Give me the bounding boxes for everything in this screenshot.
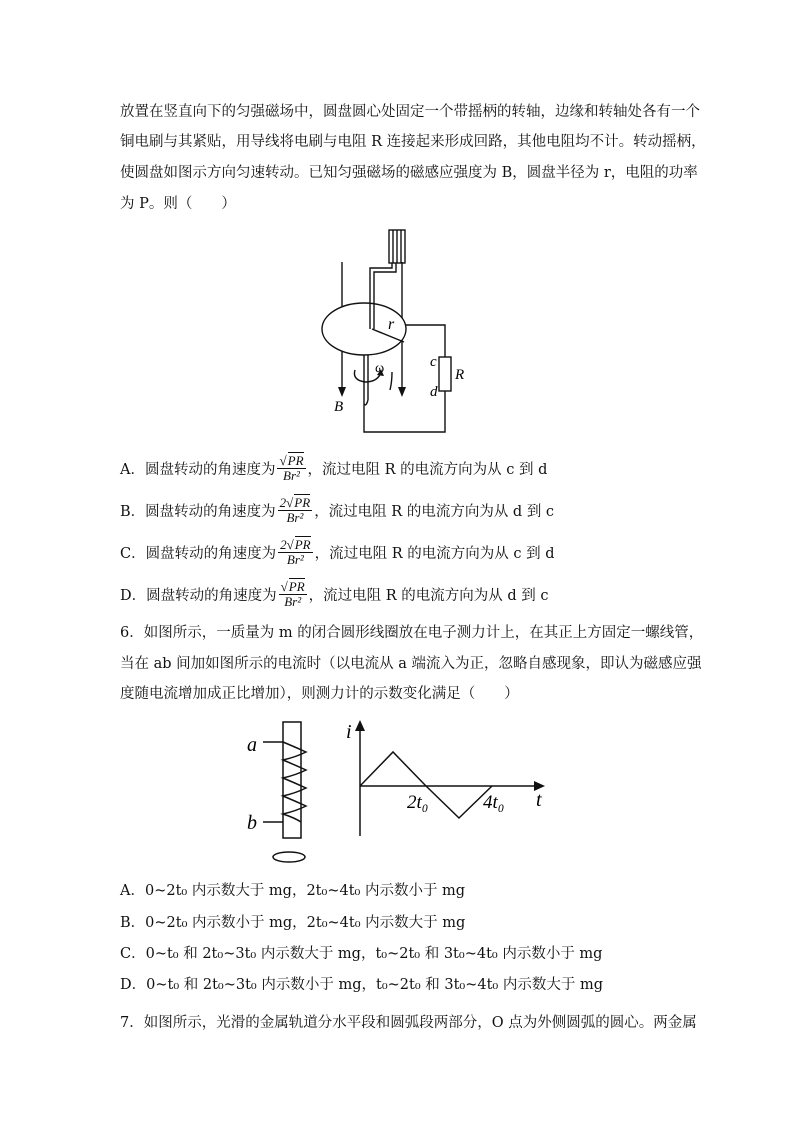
q5-option-d[interactable] — [120, 580, 549, 609]
q5-option-b[interactable] — [120, 496, 554, 525]
disc-generator-figure — [310, 225, 480, 440]
tick-4t0-label: 4t₀ — [483, 792, 505, 813]
option-c-formula: $\frac{2√PR}{\text{Br²}}$ — [280, 537, 311, 567]
option-c-prefix: C．圆盘转动的角速度为 — [120, 546, 277, 562]
option-b-prefix: B．圆盘转动的角速度为 — [120, 504, 276, 520]
option-b-suffix: ，流过电阻 R 的电流方向为从 d 到 c — [314, 504, 555, 520]
formula-numerator: PR — [288, 579, 305, 594]
q6-option-b[interactable]: B．0~2t₀ 内示数小于 mg，2t₀~4t₀ 内示数大于 mg — [120, 915, 466, 931]
solenoid-current-figure — [240, 715, 560, 870]
radius-label: r — [388, 316, 395, 333]
formula-denominator: Br² — [283, 468, 300, 483]
formula-numerator: PR — [287, 453, 304, 468]
formula-denominator: Br² — [286, 552, 304, 567]
q6-option-d[interactable]: D．0~t₀ 和 2t₀~3t₀ 内示数小于 mg，t₀~2t₀ 和 3t₀~4t₀ 内示数大于 mg — [120, 977, 603, 993]
q5-option-a[interactable] — [120, 454, 547, 483]
option-d-prefix: D．圆盘转动的角速度为 — [120, 588, 277, 604]
q5-option-c[interactable] — [120, 538, 555, 567]
option-c-suffix: ，流过电阻 R 的电流方向为从 c 到 d — [314, 546, 555, 562]
q6-option-a[interactable]: A．0~2t₀ 内示数大于 mg，2t₀~4t₀ 内示数小于 mg — [120, 883, 466, 899]
q6-stem-line-1: 6．如图所示，一质量为 m 的闭合圆形线圈放在电子测力计上，在其正上方固定一螺线管， — [120, 625, 704, 641]
formula-numerator: PR — [294, 537, 311, 552]
formula-denominator: Br² — [284, 594, 302, 609]
q5-intro-line-3: 使圆盘如图示方向匀速转动。已知匀强磁场的磁感应强度为 B，圆盘半径为 r，电阻的功率 — [120, 165, 698, 181]
q5-intro-line-2: 铜电刷与其紧贴，用导线将电刷与电阻 R 连接起来形成回路，其他电阻均不计。转动摇柄， — [120, 134, 706, 150]
q5-intro-line-1: 放置在竖直向下的匀强磁场中，圆盘圆心处固定一个带摇柄的转轴，边缘和转轴处各有一个 — [120, 104, 700, 120]
q6-stem-line-3: 度随电流增加成正比增加），则测力计的示数变化满足（ ） — [120, 686, 519, 702]
resistor-label: R — [455, 367, 465, 383]
terminal-b-label: b — [247, 812, 257, 834]
terminal-c-label: c — [430, 354, 437, 370]
option-a-formula: $\frac{√PR}{\text{Br²}}$ — [279, 453, 304, 483]
terminal-d-label: d — [430, 384, 438, 400]
option-b-formula: $\frac{2√PR}{\text{Br²}}$ — [279, 495, 311, 525]
option-d-formula: $\frac{√PR}{\text{Br²}}$ — [280, 579, 305, 609]
formula-coefficient: 2 — [279, 495, 287, 510]
terminal-a-label: a — [247, 734, 257, 756]
option-a-suffix: ，流过电阻 R 的电流方向为从 c 到 d — [307, 462, 548, 478]
omega-label: ω — [375, 361, 385, 376]
option-d-suffix: ，流过电阻 R 的电流方向为从 d 到 c — [308, 588, 549, 604]
formula-coefficient: 2 — [280, 537, 287, 552]
tick-2t0-label: 2t₀ — [407, 792, 429, 813]
q7-stem-line-1: 7．如图所示，光滑的金属轨道分水平段和圆弧段两部分，O 点为外侧圆弧的圆心。两金属 — [120, 1015, 697, 1031]
option-a-prefix: A．圆盘转动的角速度为 — [120, 462, 276, 478]
q5-intro-line-4: 为 P。则（ ） — [120, 196, 236, 212]
formula-denominator: Br² — [286, 510, 304, 525]
field-label-B: B — [334, 399, 344, 415]
axis-t-label: t — [536, 789, 542, 811]
axis-i-label: i — [346, 721, 352, 743]
q6-option-c[interactable]: C．0~t₀ 和 2t₀~3t₀ 内示数大于 mg，t₀~2t₀ 和 3t₀~4t₀ 内示数小于 mg — [120, 946, 603, 962]
q6-stem-line-2: 当在 ab 间加如图所示的电流时（以电流从 a 端流入为正，忽略自感现象，即认为磁感应强 — [120, 656, 702, 672]
formula-numerator: PR — [294, 495, 311, 510]
